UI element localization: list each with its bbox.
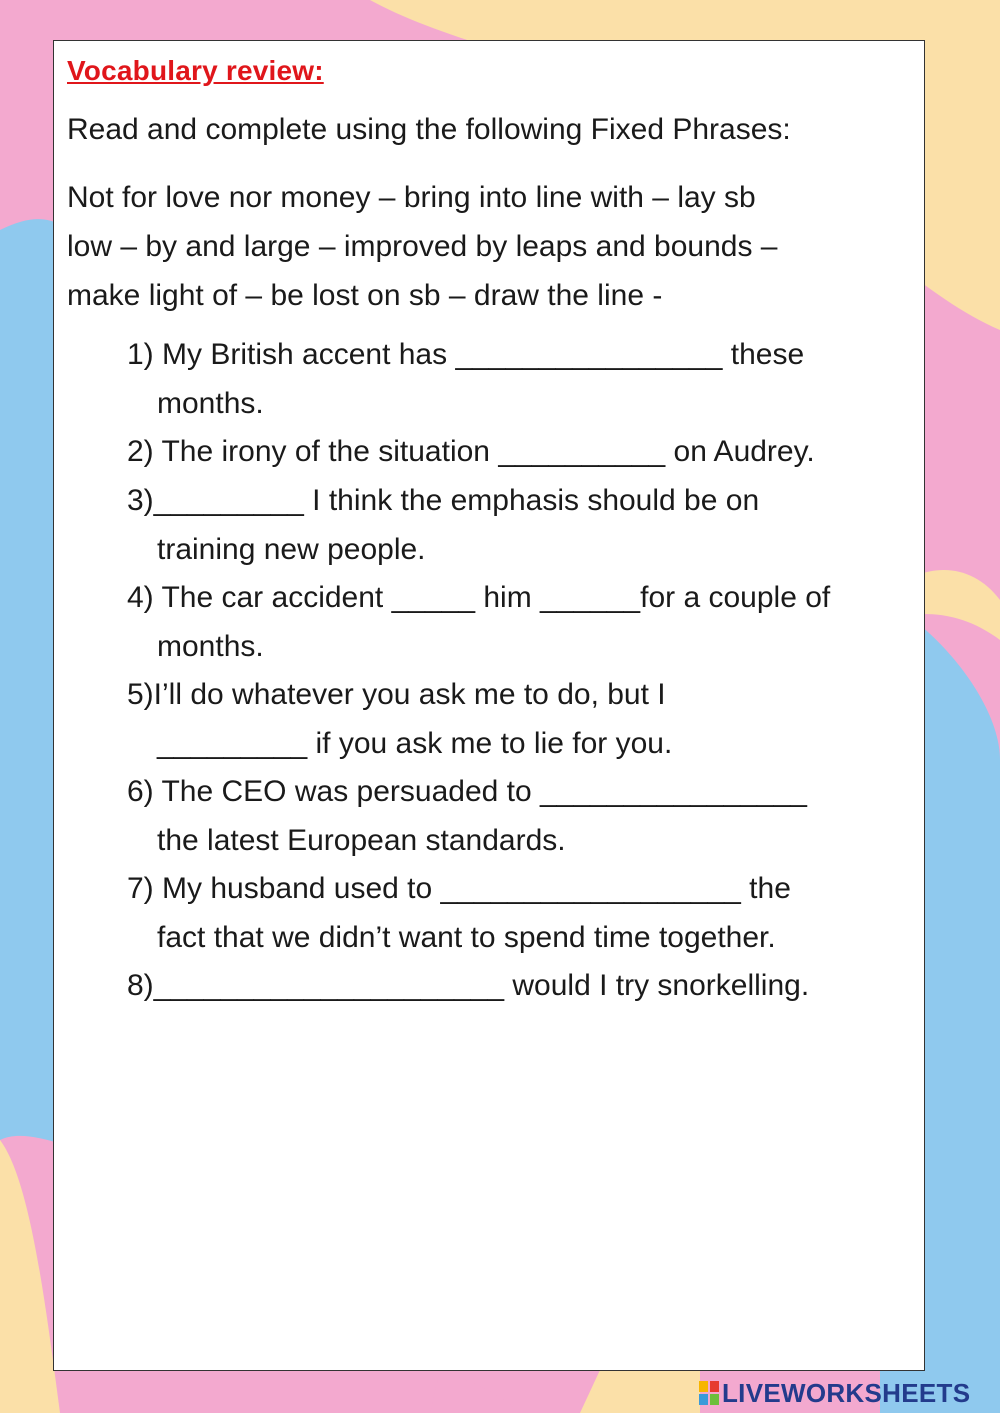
question-line: 7) My husband used to __________________ the [127,872,791,905]
question-line: 5)I’ll do whatever you ask me to do, but I [127,678,666,711]
liveworksheets-logo[interactable] [698,1378,970,1408]
question-continuation: months. [157,386,264,420]
question-6 [127,768,807,865]
question-line: 4) The car accident _____ him ______for a couple of [127,581,831,614]
worksheet-title: Vocabulary review: [67,55,324,86]
question-line: 1) My British accent has ________________ these [127,338,805,371]
instruction-text: Read and complete using the following Fixed Phrases: [67,113,791,146]
phrases-line: low – by and large – improved by leaps and bounds – [67,230,778,263]
question-line: 6) The CEO was persuaded to ________________ [127,775,807,808]
fixed-phrases-list [67,173,887,320]
question-line: 2) The irony of the situation __________ on Audrey. [127,435,815,468]
question-4 [127,574,830,671]
question-1 [127,331,804,428]
phrases-line: Not for love nor money – bring into line with – lay sb [67,181,756,214]
question-continuation: _________ if you ask me to lie for you. [157,726,673,760]
question-continuation: training new people. [157,532,426,566]
question-continuation: the latest European standards. [157,823,566,857]
question-line: 3)_________ I think the emphasis should be on [127,484,760,517]
worksheet-page [53,40,925,1371]
logo-wordmark: LIVEWORKSHEETS [722,1377,971,1408]
question-8 [127,962,809,1011]
question-continuation: fact that we didn’t want to spend time together. [157,920,776,954]
question-continuation: months. [157,629,264,663]
question-7 [127,865,791,962]
question-5 [127,671,672,768]
question-3 [127,477,759,574]
liveworksheets-logo-icon [698,1380,720,1406]
phrases-line: make light of – be lost on sb – draw the line - [67,279,663,312]
question-2 [127,428,815,477]
question-line: 8)_____________________ would I try snorkelling. [127,969,810,1002]
